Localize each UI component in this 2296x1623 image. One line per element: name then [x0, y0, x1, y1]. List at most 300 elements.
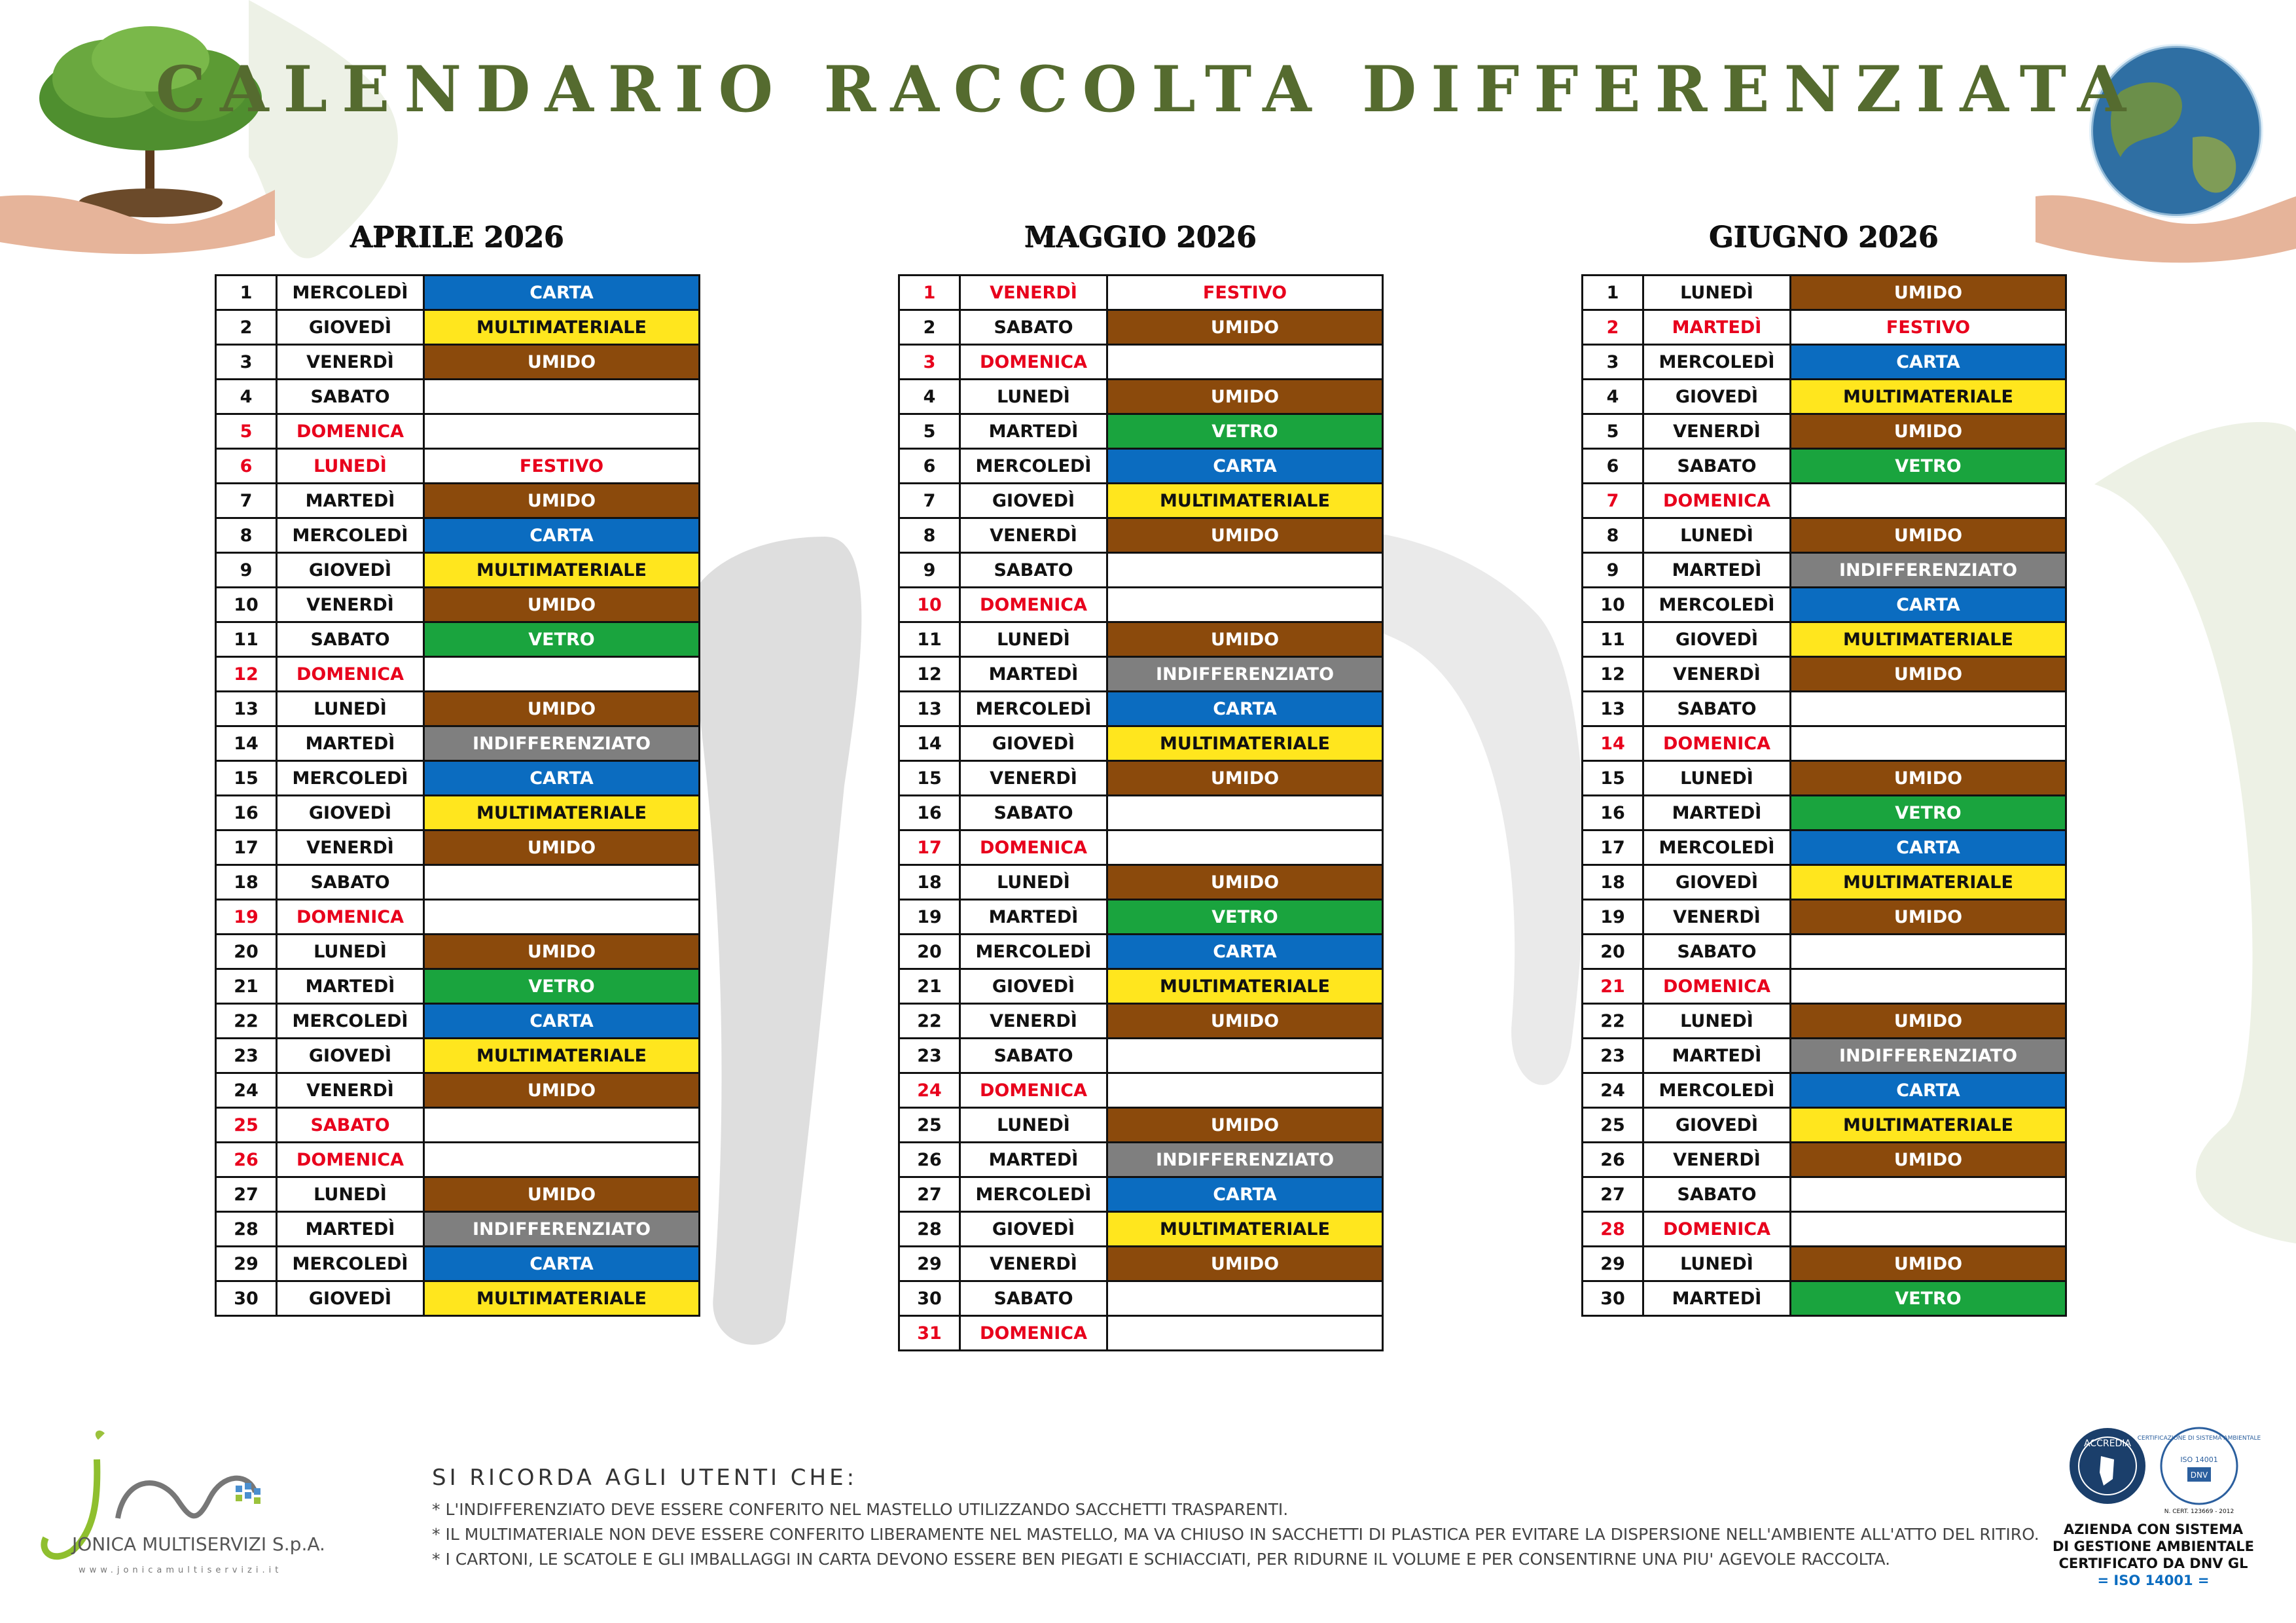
weekday: GIOVEDÌ — [277, 1281, 424, 1316]
day-number: 5 — [899, 414, 960, 449]
weekday: MERCOLEDÌ — [277, 518, 424, 553]
weekday: DOMENICA — [277, 414, 424, 449]
weekday: DOMENICA — [1643, 1212, 1791, 1247]
collection-type — [424, 1143, 700, 1177]
day-number: 10 — [899, 588, 960, 622]
day-number: 30 — [1583, 1281, 1643, 1316]
calendar-row — [1583, 588, 2066, 622]
calendar-row — [216, 276, 700, 310]
weekday: GIOVEDÌ — [277, 553, 424, 588]
collection-type: UMIDO — [1791, 1247, 2066, 1281]
collection-type: INDIFFERENZIATO — [1791, 553, 2066, 588]
weekday: VENERDÌ — [1643, 414, 1791, 449]
day-number: 24 — [899, 1073, 960, 1108]
weekday: VENERDÌ — [960, 1004, 1107, 1039]
weekday: SABATO — [960, 310, 1107, 345]
collection-type: MULTIMATERIALE — [424, 796, 700, 830]
calendar-row — [899, 414, 1383, 449]
weekday: MARTEDÌ — [960, 1143, 1107, 1177]
calendar-row — [1583, 796, 2066, 830]
calendar-row — [899, 345, 1383, 380]
calendar-row — [899, 796, 1383, 830]
day-number: 22 — [216, 1004, 277, 1039]
collection-type: CARTA — [424, 1004, 700, 1039]
collection-type: UMIDO — [1791, 761, 2066, 796]
day-number: 29 — [899, 1247, 960, 1281]
calendar-row — [216, 830, 700, 865]
day-number: 17 — [899, 830, 960, 865]
weekday: LUNEDÌ — [277, 935, 424, 969]
calendar-row — [216, 761, 700, 796]
collection-type: UMIDO — [424, 345, 700, 380]
calendar-row — [899, 1281, 1383, 1316]
weekday: MERCOLEDÌ — [1643, 588, 1791, 622]
day-number: 17 — [216, 830, 277, 865]
cert-line: AZIENDA CON SISTEMA — [2063, 1522, 2244, 1537]
day-number: 25 — [899, 1108, 960, 1143]
calendar-row — [216, 553, 700, 588]
calendar-row — [1583, 1281, 2066, 1316]
day-number: 6 — [1583, 449, 1643, 484]
day-number: 19 — [216, 900, 277, 935]
iso-badge-text: ISO 14001 — [2180, 1455, 2218, 1464]
collection-type: INDIFFERENZIATO — [1791, 1039, 2066, 1073]
collection-type — [1107, 1281, 1383, 1316]
page-title: CALENDARIO RACCOLTA DIFFERENZIATA — [155, 52, 2141, 126]
day-number: 26 — [216, 1143, 277, 1177]
calendar-row — [216, 518, 700, 553]
calendar-row — [1583, 276, 2066, 310]
weekday: SABATO — [277, 380, 424, 414]
day-number: 30 — [899, 1281, 960, 1316]
day-number: 3 — [1583, 345, 1643, 380]
day-number: 30 — [216, 1281, 277, 1316]
dnv-text: DNV — [2190, 1471, 2208, 1480]
day-number: 1 — [899, 276, 960, 310]
collection-type: MULTIMATERIALE — [1107, 484, 1383, 518]
day-number: 9 — [899, 553, 960, 588]
calendar-row — [1583, 830, 2066, 865]
weekday: LUNEDÌ — [1643, 276, 1791, 310]
day-number: 21 — [216, 969, 277, 1004]
collection-type — [424, 1108, 700, 1143]
calendar-row — [216, 1177, 700, 1212]
calendar-row — [1583, 726, 2066, 761]
collection-type — [1791, 1212, 2066, 1247]
collection-type: MULTIMATERIALE — [1791, 865, 2066, 900]
weekday: VENERDÌ — [960, 761, 1107, 796]
day-number: 20 — [216, 935, 277, 969]
day-number: 7 — [1583, 484, 1643, 518]
weekday: MERCOLEDÌ — [960, 1177, 1107, 1212]
calendar-row — [899, 1316, 1383, 1351]
weekday: VENERDÌ — [1643, 900, 1791, 935]
day-number: 14 — [899, 726, 960, 761]
day-number: 3 — [899, 345, 960, 380]
collection-type: UMIDO — [424, 935, 700, 969]
day-number: 31 — [899, 1316, 960, 1351]
weekday: SABATO — [1643, 1177, 1791, 1212]
calendar-row — [1583, 865, 2066, 900]
day-number: 15 — [216, 761, 277, 796]
weekday: GIOVEDÌ — [960, 1212, 1107, 1247]
collection-type — [1107, 830, 1383, 865]
day-number: 29 — [216, 1247, 277, 1281]
collection-type: MULTIMATERIALE — [1791, 1108, 2066, 1143]
collection-type: MULTIMATERIALE — [1107, 1212, 1383, 1247]
day-number: 23 — [1583, 1039, 1643, 1073]
weekday: MARTEDÌ — [277, 1212, 424, 1247]
calendar-row — [1583, 900, 2066, 935]
day-number: 20 — [1583, 935, 1643, 969]
day-number: 13 — [1583, 692, 1643, 726]
collection-type: MULTIMATERIALE — [1107, 726, 1383, 761]
day-number: 4 — [1583, 380, 1643, 414]
day-number: 15 — [899, 761, 960, 796]
weekday: GIOVEDÌ — [277, 796, 424, 830]
logo-url: www.jonicamultiservizi.it — [79, 1565, 283, 1575]
collection-type: UMIDO — [1791, 1004, 2066, 1039]
calendar-row — [1583, 484, 2066, 518]
weekday: DOMENICA — [960, 345, 1107, 380]
notes — [432, 1465, 2039, 1572]
collection-type: VETRO — [424, 969, 700, 1004]
day-number: 13 — [216, 692, 277, 726]
collection-type: INDIFFERENZIATO — [1107, 657, 1383, 692]
month-may — [898, 221, 1384, 1351]
weekday: SABATO — [960, 1039, 1107, 1073]
calendar-row — [216, 414, 700, 449]
calendar-row — [216, 622, 700, 657]
day-number: 9 — [216, 553, 277, 588]
day-number: 10 — [216, 588, 277, 622]
day-number: 6 — [216, 449, 277, 484]
calendar-row — [1583, 553, 2066, 588]
day-number: 17 — [1583, 830, 1643, 865]
day-number: 5 — [216, 414, 277, 449]
calendar-row — [899, 1039, 1383, 1073]
calendar-row — [899, 1108, 1383, 1143]
collection-type — [1791, 484, 2066, 518]
collection-type — [1107, 553, 1383, 588]
calendar-row — [1583, 345, 2066, 380]
weekday: MERCOLEDÌ — [1643, 830, 1791, 865]
collection-type: CARTA — [1791, 1073, 2066, 1108]
collection-type: VETRO — [1791, 796, 2066, 830]
collection-type: CARTA — [424, 1247, 700, 1281]
collection-type: CARTA — [1791, 830, 2066, 865]
day-number: 15 — [1583, 761, 1643, 796]
day-number: 19 — [1583, 900, 1643, 935]
month-title: APRILE 2026 — [350, 221, 565, 255]
calendar-table — [1581, 274, 2067, 1317]
calendar-row — [1583, 1073, 2066, 1108]
collection-type — [1107, 796, 1383, 830]
calendar-row — [899, 726, 1383, 761]
calendar-row — [899, 1212, 1383, 1247]
collection-type: UMIDO — [1107, 761, 1383, 796]
day-number: 25 — [1583, 1108, 1643, 1143]
calendar-row — [216, 380, 700, 414]
day-number: 8 — [216, 518, 277, 553]
collection-type: VETRO — [1107, 414, 1383, 449]
day-number: 11 — [899, 622, 960, 657]
collection-type: UMIDO — [1107, 1004, 1383, 1039]
notes-line: * IL MULTIMATERIALE NON DEVE ESSERE CONFERITO LIBERAMENTE NEL MASTELLO, MA VA CHIUSO IN SACCHETTI DI PLASTICA PER EVITARE LA DISPERSIONE NELL'AMBIENTE ALL'ATTO DEL RITIRO. — [432, 1525, 2039, 1544]
calendar-row — [1583, 1108, 2066, 1143]
weekday: SABATO — [960, 553, 1107, 588]
collection-type: UMIDO — [1107, 518, 1383, 553]
calendar-row — [899, 310, 1383, 345]
day-number: 8 — [899, 518, 960, 553]
collection-type — [1107, 588, 1383, 622]
weekday: DOMENICA — [960, 1316, 1107, 1351]
calendar-row — [1583, 1212, 2066, 1247]
weekday: LUNEDÌ — [277, 449, 424, 484]
collection-type: CARTA — [1791, 588, 2066, 622]
day-number: 24 — [216, 1073, 277, 1108]
weekday: SABATO — [960, 1281, 1107, 1316]
calendar-row — [216, 310, 700, 345]
weekday: MERCOLEDÌ — [277, 276, 424, 310]
day-number: 24 — [1583, 1073, 1643, 1108]
calendar-row — [216, 657, 700, 692]
collection-type: MULTIMATERIALE — [1107, 969, 1383, 1004]
day-number: 27 — [899, 1177, 960, 1212]
calendar-row — [216, 1143, 700, 1177]
collection-type: UMIDO — [424, 830, 700, 865]
day-number: 19 — [899, 900, 960, 935]
day-number: 1 — [1583, 276, 1643, 310]
weekday: MERCOLEDÌ — [1643, 1073, 1791, 1108]
calendar-row — [216, 969, 700, 1004]
collection-type: UMIDO — [424, 692, 700, 726]
calendar-row — [899, 1073, 1383, 1108]
collection-type — [1107, 345, 1383, 380]
day-number: 2 — [899, 310, 960, 345]
collection-type: MULTIMATERIALE — [424, 1039, 700, 1073]
weekday: SABATO — [277, 622, 424, 657]
day-number: 26 — [899, 1143, 960, 1177]
notes-title: SI RICORDA AGLI UTENTI CHE: — [432, 1465, 858, 1491]
calendar-row — [1583, 1039, 2066, 1073]
weekday: VENERDÌ — [277, 345, 424, 380]
collection-type — [1107, 1316, 1383, 1351]
day-number: 14 — [216, 726, 277, 761]
weekday: SABATO — [1643, 449, 1791, 484]
day-number: 20 — [899, 935, 960, 969]
collection-type: MULTIMATERIALE — [424, 1281, 700, 1316]
calendar-row — [1583, 969, 2066, 1004]
weekday: MARTEDÌ — [960, 414, 1107, 449]
weekday: DOMENICA — [1643, 726, 1791, 761]
collection-type: VETRO — [424, 622, 700, 657]
collection-type — [1791, 726, 2066, 761]
calendar-row — [1583, 692, 2066, 726]
day-number: 18 — [216, 865, 277, 900]
collection-type — [1791, 692, 2066, 726]
day-number: 28 — [1583, 1212, 1643, 1247]
collection-type: VETRO — [1791, 449, 2066, 484]
collection-type: UMIDO — [1107, 1247, 1383, 1281]
weekday: DOMENICA — [960, 588, 1107, 622]
accredia-text: ACCREDIA — [2084, 1438, 2131, 1449]
collection-type: UMIDO — [1791, 414, 2066, 449]
calendar-row — [899, 518, 1383, 553]
day-number: 3 — [216, 345, 277, 380]
ring-text: CERTIFICAZIONE DI SISTEMA AMBIENTALE — [2137, 1435, 2261, 1442]
collection-type: CARTA — [424, 761, 700, 796]
day-number: 8 — [1583, 518, 1643, 553]
collection-type: VETRO — [1107, 900, 1383, 935]
calendar-row — [899, 900, 1383, 935]
weekday: MARTEDÌ — [960, 657, 1107, 692]
day-number: 23 — [216, 1039, 277, 1073]
calendar-row — [899, 588, 1383, 622]
collection-type: FESTIVO — [1107, 276, 1383, 310]
weekday: VENERDÌ — [960, 276, 1107, 310]
collection-type: UMIDO — [424, 588, 700, 622]
day-number: 27 — [1583, 1177, 1643, 1212]
calendar-row — [1583, 449, 2066, 484]
weekday: LUNEDÌ — [1643, 761, 1791, 796]
calendar-row — [1583, 1177, 2066, 1212]
collection-type: CARTA — [1791, 345, 2066, 380]
collection-type: CARTA — [1107, 449, 1383, 484]
day-number: 21 — [1583, 969, 1643, 1004]
collection-type: FESTIVO — [424, 449, 700, 484]
day-number: 18 — [1583, 865, 1643, 900]
collection-type: UMIDO — [1107, 1108, 1383, 1143]
collection-type: VETRO — [1791, 1281, 2066, 1316]
calendar-table — [215, 274, 700, 1317]
day-number: 22 — [899, 1004, 960, 1039]
cert-line: DI GESTIONE AMBIENTALE — [2052, 1539, 2255, 1554]
collection-type — [424, 865, 700, 900]
weekday: GIOVEDÌ — [1643, 865, 1791, 900]
collection-type: UMIDO — [1107, 622, 1383, 657]
cert-line: CERTIFICATO DA DNV GL — [2058, 1556, 2248, 1571]
calendar-row — [216, 865, 700, 900]
calendar-row — [899, 692, 1383, 726]
weekday: MARTEDÌ — [1643, 1281, 1791, 1316]
weekday: MARTEDÌ — [1643, 553, 1791, 588]
weekday: GIOVEDÌ — [960, 484, 1107, 518]
weekday: SABATO — [277, 865, 424, 900]
calendar-row — [216, 1281, 700, 1316]
weekday: SABATO — [277, 1108, 424, 1143]
calendar-row — [1583, 310, 2066, 345]
day-number: 9 — [1583, 553, 1643, 588]
day-number: 21 — [899, 969, 960, 1004]
calendar-row — [899, 1004, 1383, 1039]
day-number: 16 — [1583, 796, 1643, 830]
calendar-row — [899, 276, 1383, 310]
weekday: LUNEDÌ — [960, 380, 1107, 414]
month-title: GIUGNO 2026 — [1709, 221, 1939, 255]
month-april — [215, 221, 700, 1317]
collection-type: CARTA — [424, 276, 700, 310]
weekday: GIOVEDÌ — [960, 969, 1107, 1004]
calendar-row — [216, 588, 700, 622]
calendar-row — [899, 1143, 1383, 1177]
weekday: GIOVEDÌ — [1643, 622, 1791, 657]
weekday: LUNEDÌ — [960, 865, 1107, 900]
weekday: VENERDÌ — [960, 518, 1107, 553]
weekday: SABATO — [960, 796, 1107, 830]
collection-type — [1791, 1177, 2066, 1212]
weekday: MERCOLEDÌ — [277, 761, 424, 796]
collection-type: UMIDO — [424, 1177, 700, 1212]
weekday: VENERDÌ — [1643, 1143, 1791, 1177]
day-number: 11 — [1583, 622, 1643, 657]
collection-type: UMIDO — [1791, 518, 2066, 553]
collection-type: CARTA — [424, 518, 700, 553]
calendar-row — [1583, 1247, 2066, 1281]
weekday: GIOVEDÌ — [1643, 1108, 1791, 1143]
calendar-table — [898, 274, 1384, 1351]
collection-type: MULTIMATERIALE — [424, 553, 700, 588]
calendar-row — [216, 726, 700, 761]
weekday: LUNEDÌ — [1643, 1247, 1791, 1281]
day-number: 11 — [216, 622, 277, 657]
calendar-row — [899, 449, 1383, 484]
calendar-row — [899, 622, 1383, 657]
calendar-row — [216, 345, 700, 380]
weekday: VENERDÌ — [277, 1073, 424, 1108]
day-number: 12 — [1583, 657, 1643, 692]
calendar-row — [1583, 1004, 2066, 1039]
calendar-row — [1583, 414, 2066, 449]
collection-type: UMIDO — [1791, 276, 2066, 310]
collection-type — [1107, 1073, 1383, 1108]
weekday: LUNEDÌ — [960, 1108, 1107, 1143]
day-number: 12 — [216, 657, 277, 692]
day-number: 16 — [216, 796, 277, 830]
day-number: 23 — [899, 1039, 960, 1073]
collection-type: FESTIVO — [1791, 310, 2066, 345]
collection-type: CARTA — [1107, 1177, 1383, 1212]
month-title: MAGGIO 2026 — [1024, 221, 1257, 255]
calendar-row — [216, 1073, 700, 1108]
day-number: 27 — [216, 1177, 277, 1212]
calendar-row — [216, 1108, 700, 1143]
collection-type: MULTIMATERIALE — [1791, 380, 2066, 414]
day-number: 4 — [899, 380, 960, 414]
collection-type — [1107, 1039, 1383, 1073]
weekday: MERCOLEDÌ — [960, 935, 1107, 969]
cert-number: N. CERT. 123669 - 2012 — [2164, 1508, 2234, 1515]
calendar-row — [216, 900, 700, 935]
calendar-row — [1583, 380, 2066, 414]
day-number: 10 — [1583, 588, 1643, 622]
weekday: DOMENICA — [1643, 969, 1791, 1004]
weekday: LUNEDÌ — [1643, 518, 1791, 553]
collection-type — [424, 900, 700, 935]
weekday: MARTEDÌ — [960, 900, 1107, 935]
weekday: MERCOLEDÌ — [960, 449, 1107, 484]
day-number: 28 — [899, 1212, 960, 1247]
weekday: SABATO — [1643, 935, 1791, 969]
day-number: 16 — [899, 796, 960, 830]
day-number: 12 — [899, 657, 960, 692]
day-number: 1 — [216, 276, 277, 310]
calendar-row — [216, 935, 700, 969]
calendar-row — [899, 830, 1383, 865]
day-number: 6 — [899, 449, 960, 484]
month-june — [1581, 221, 2067, 1317]
calendar-row — [216, 1247, 700, 1281]
